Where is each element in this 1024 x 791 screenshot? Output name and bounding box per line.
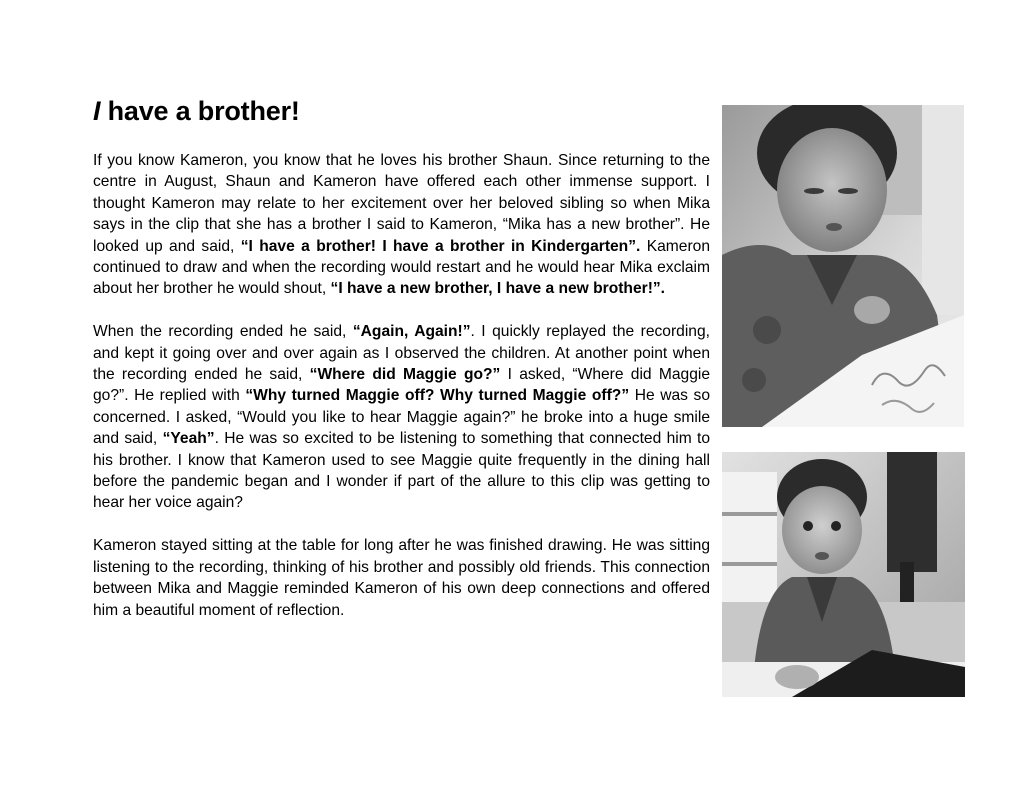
body-text xyxy=(93,150,710,642)
photo-child-drawing-image xyxy=(722,105,964,427)
paragraph-2 xyxy=(93,321,710,514)
quote-run: “Yeah” xyxy=(162,430,215,448)
title-emphasis: I xyxy=(93,96,101,126)
page-title xyxy=(93,94,300,128)
quote-run: “I have a brother! I have a brother in Kindergarten”. xyxy=(240,237,641,255)
text-run: Kameron continued to draw and when the recording would restart and he would hear Mika exclaim about her brother he would shout, xyxy=(93,237,710,298)
paragraph-1 xyxy=(93,150,710,300)
photo-child-with-tablet xyxy=(722,452,965,697)
quote-run: “Where did Maggie go?” xyxy=(309,366,501,384)
text-run: He was so concerned. I asked, “Would you like to hear Maggie again?” he broke into a huge smile and said, xyxy=(93,387,710,448)
quote-run: “Why turned Maggie off? Why turned Maggie off?” xyxy=(245,387,630,405)
quote-run: “Again, Again!” xyxy=(352,323,471,341)
text-run: . He was so excited to be listening to something that connected him to his brother. I know that Kameron used to see Maggie quite frequently in the dining hall before the pandemic began and I wonder if part of the allure to this clip was getting to hear her voice again? xyxy=(93,430,710,512)
text-run: I asked, “Where did Maggie go?”. He replied with xyxy=(93,366,711,405)
title-rest: have a brother! xyxy=(100,96,300,126)
text-run: When the recording ended he said, xyxy=(93,323,353,341)
text-run: . I quickly replayed the recording, and kept it going over and over again as I observed the children. At another point when the recording ended he said, xyxy=(93,323,710,384)
text-run: If you know Kameron, you know that he loves his brother Shaun. Since returning to the centre in August, Shaun and Kameron have offered each other immense support. I thought Kameron may relate to her excitement over her beloved sibling so when Mika says in the clip that she has a brother I said to Kameron, “Mika has a new brother”. He looked up and said, xyxy=(93,152,710,255)
quote-run: “I have a new brother, I have a new brother!”. xyxy=(330,280,666,298)
photo-child-drawing xyxy=(722,105,964,427)
photo-child-with-tablet-image xyxy=(722,452,965,697)
paragraph-3 xyxy=(93,535,710,621)
text-run: Kameron stayed sitting at the table for long after he was finished drawing. He was sitting listening to the recording, thinking of his brother and possibly old friends. This connection between Mika and Maggie reminded Kameron of his own deep connections and offered him a beautiful moment of reflection. xyxy=(93,537,710,619)
